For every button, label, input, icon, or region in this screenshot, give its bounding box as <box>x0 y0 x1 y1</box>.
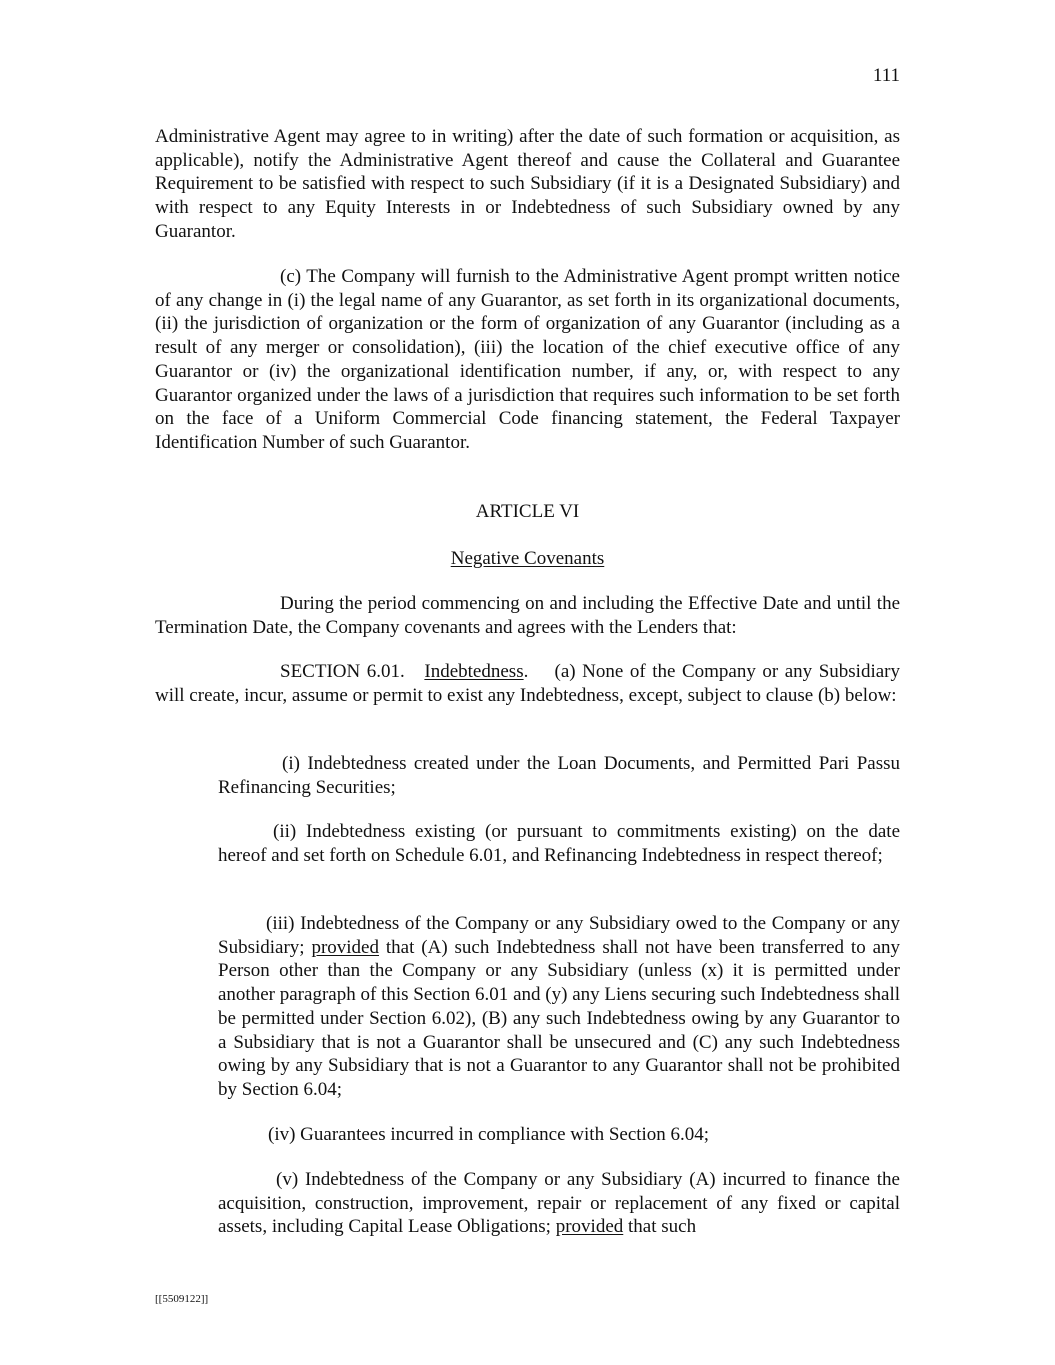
clause-iv-text: (iv) Guarantees incurred in compliance with Section 6.04; <box>268 1124 710 1145</box>
clause-iii-after: that (A) such Indebtedness shall not have been transferred to any Person other than the Company or any Subsidiary (unless (x) it is permitted under another paragraph of this Section 6.01 and (y) any Liens securing such Indebtedness shall be permitted under Section 6.02), (B) any such Indebtedness owing by any Guarantor to a Subsidiary that is not a Guarantor shall be unsecured and (C) any such Indebtedness owing by any Subsidiary that is not a Guarantor to any Guarantor shall not be prohibited by Section 6.04; <box>218 936 901 1100</box>
document-id: [[5509122]] <box>155 1293 209 1305</box>
clause-i-text: (i) Indebtedness created under the Loan Documents, and Permitted Pari Passu Refinancing Securities; <box>218 753 900 798</box>
clause-iii-provided: provided <box>311 936 379 958</box>
article-title-text: Negative Covenants <box>450 548 605 569</box>
section-title: Indebtedness <box>424 661 524 682</box>
section-6-01 <box>155 660 900 707</box>
intro-paragraph <box>155 592 900 639</box>
clause-i <box>218 752 900 799</box>
section-text: (a) None of the Company or any Subsidiary will create, incur, assume or permit to exist any Indebtedness, except, subject to clause (b) below: <box>155 661 900 706</box>
article-title <box>155 547 900 571</box>
clause-iii <box>218 912 900 1102</box>
clause-iv <box>218 1123 900 1147</box>
page-number: 111 <box>872 65 900 86</box>
clause-v-provided: provided <box>555 1216 624 1238</box>
paragraph-c-text: (c) The Company will furnish to the Administrative Agent prompt written notice of any change in (i) the legal name of any Guarantor, as set forth in its organizational documents, (ii) the jurisdiction of organization or the form of organization of any Guarantor (including as a result of any merger or consolidation), (iii) the location of the chief executive office of any Guarantor or (iv) the organizational identification number, if any, or, with respect to any Guarantor organized under the laws of a jurisdiction that requires such information to be set forth on the face of a Uniform Commercial Code financing statement, the Federal Taxpayer Identification Number of such Guarantor. <box>155 266 900 453</box>
clause-iii-before: (iii) Indebtedness of the Company or any Subsidiary owed to the Company or any Subsidiary; <box>218 913 900 958</box>
intro-text: During the period commencing on and including the Effective Date and until the Termination Date, the Company covenants and agrees with the Lenders that: <box>155 593 900 638</box>
paragraph-c <box>155 265 900 455</box>
article-heading: ARTICLE VI <box>475 501 580 522</box>
clause-ii <box>218 820 900 867</box>
section-label: SECTION 6.01. <box>280 661 405 682</box>
clause-ii-text: (ii) Indebtedness existing (or pursuant to commitments existing) on the date hereof and set forth on Schedule 6.01, and Refinancing Indebtedness in respect thereof; <box>218 821 900 866</box>
paragraph-continuation: Administrative Agent may agree to in writing) after the date of such formation or acquisition, as applicable), notify the Administrative Agent thereof and cause the Collateral and Guarantee Requirement to be satisfied with respect to such Subsidiary (if it is a Designated Subsidiary) and with respect to any Equity Interests in or Indebtedness of such Subsidiary owned by any Guarantor. <box>155 126 900 242</box>
clause-v <box>218 1168 900 1239</box>
clause-v-after: that such <box>628 1216 697 1238</box>
clause-v-before: (v) Indebtedness of the Company or any Subsidiary (A) incurred to finance the acquisition, construction, improvement, repair or replacement of any fixed or capital assets, including Capital Lease Obligations; <box>218 1169 900 1238</box>
section-title-suffix: . <box>523 661 529 682</box>
